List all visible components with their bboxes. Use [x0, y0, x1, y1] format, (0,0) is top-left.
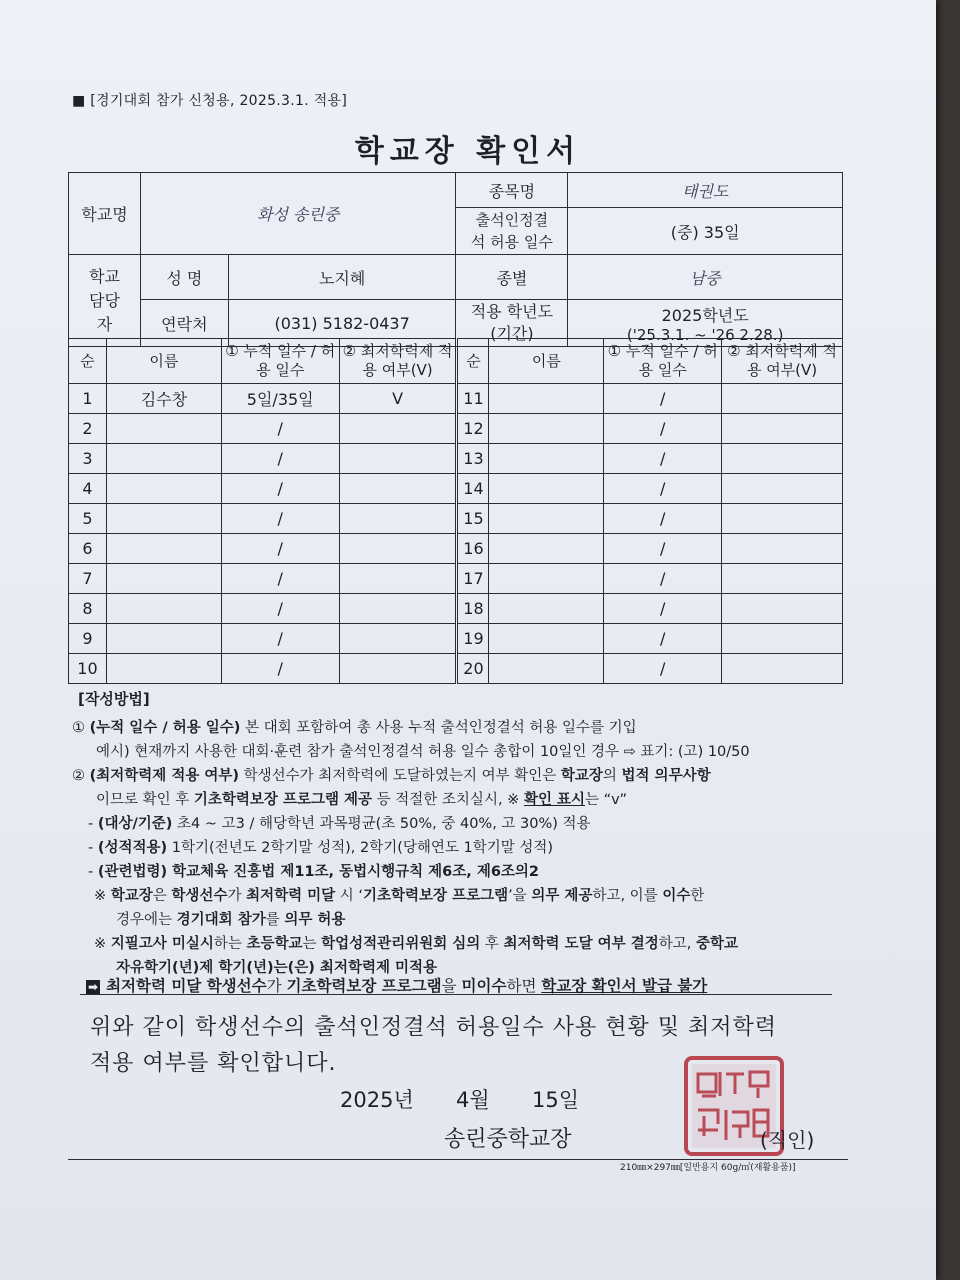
row-name — [106, 444, 221, 474]
m3-principal: 학교장 — [560, 768, 603, 784]
row-name — [106, 654, 221, 684]
row-min-right — [722, 414, 843, 444]
row-days: / — [221, 594, 339, 624]
m1-text: 본 대회 포함하여 총 사용 누적 출석인정결석 허용 일수를 기입 — [240, 720, 637, 736]
table-row — [69, 564, 843, 594]
school-info-table — [68, 172, 843, 347]
m7-a: - — [88, 864, 98, 880]
m9-d: 의무 허용 — [284, 912, 346, 928]
row-min-right — [722, 384, 843, 414]
mark-1: ① — [72, 720, 85, 736]
row-days: / — [221, 534, 339, 564]
row-name-right — [489, 384, 604, 414]
row-no: 9 — [69, 624, 107, 654]
m3-duty: 법적 의무사항 — [621, 768, 711, 784]
m6-c: 1학기(전년도 2학기말 성적), 2학기(당해연도 1학기말 성적) — [167, 840, 554, 856]
m10-h: 최저학력 도달 여부 결정 — [503, 936, 659, 952]
m5-c: 초4 ~ 고3 / 해당학년 과목평균(초 50%, 중 40%, 고 30%) 적용 — [172, 816, 591, 832]
row-days-right: / — [604, 594, 722, 624]
paper-spec-footer: 210㎜×297㎜[일반용지 60g/㎡(재활용품)] — [620, 1163, 796, 1173]
year-label: 적용 학년도 (기간) — [456, 300, 568, 347]
principal-name: 송린중학교장 — [444, 1127, 572, 1152]
row-no-right: 19 — [457, 624, 489, 654]
row-days-right: / — [604, 414, 722, 444]
school-name-value: 화성 송린중 — [140, 173, 456, 255]
row-no: 10 — [69, 654, 107, 684]
row-no: 5 — [69, 504, 107, 534]
confirm-line-1: 위와 같이 학생선수의 출석인정결석 허용일수 사용 현황 및 최저학력 — [90, 1015, 778, 1040]
row-days: / — [221, 504, 339, 534]
table-row — [69, 444, 843, 474]
m3-bold: (최저학력제 적용 여부) — [89, 768, 240, 784]
m10-e: 는 — [302, 936, 322, 952]
row-days-right: / — [604, 384, 722, 414]
row-name-right — [489, 624, 604, 654]
row-name — [106, 564, 221, 594]
header-no: 순 — [69, 339, 107, 384]
row-name — [106, 414, 221, 444]
row-days-right: / — [604, 444, 722, 474]
row-min-right — [722, 624, 843, 654]
m10-d: 초등학교 — [246, 936, 303, 952]
row-name-right — [489, 504, 604, 534]
warn-f: 하면 — [506, 977, 542, 995]
gender-value: 남중 — [568, 255, 843, 300]
m8-m: 한 — [690, 888, 705, 904]
method-line-4 — [96, 788, 627, 809]
confirmation-statement — [90, 1010, 777, 1082]
header-days-right: ① 누적 일수 / 허용 일수 — [604, 339, 722, 384]
row-name-right — [489, 474, 604, 504]
method-line-8 — [94, 884, 704, 905]
row-name-right — [489, 654, 604, 684]
row-no: 3 — [69, 444, 107, 474]
header-no-right: 순 — [457, 339, 489, 384]
row-name — [106, 504, 221, 534]
row-days: / — [221, 414, 339, 444]
m4-a: 이므로 확인 후 — [96, 792, 194, 808]
row-name: 김수창 — [106, 384, 221, 414]
m4-b: 기초학력보장 프로그램 제공 — [193, 792, 373, 808]
table-row — [69, 654, 843, 684]
row-days-right: / — [604, 624, 722, 654]
row-no: 4 — [69, 474, 107, 504]
m6-b: (성적적용) — [97, 840, 168, 856]
m5-b: (대상/기준) — [97, 816, 173, 832]
row-min-right — [722, 504, 843, 534]
m8-h: 기초학력보장 프로그램 — [363, 888, 509, 904]
row-min-right — [722, 564, 843, 594]
warn-a: 최저학력 미달 학생선수 — [106, 977, 267, 995]
m8-k: 하고, 이를 — [592, 888, 663, 904]
m10-a: ※ — [94, 936, 111, 952]
m8-e: 가 — [227, 888, 247, 904]
m8-d: 학생선수 — [171, 888, 228, 904]
person-name-value: 노지혜 — [228, 255, 456, 300]
header-name: 이름 — [106, 339, 221, 384]
row-days: / — [221, 624, 339, 654]
row-days: / — [221, 444, 339, 474]
m8-b: 학교장 — [110, 888, 153, 904]
m10-c: 하는 — [213, 936, 247, 952]
table-row — [69, 474, 843, 504]
warn-c: 기초학력보장 프로그램 — [286, 977, 442, 995]
row-name-right — [489, 414, 604, 444]
row-no: 1 — [69, 384, 107, 414]
row-no: 8 — [69, 594, 107, 624]
m10-g: 후 — [480, 936, 504, 952]
warn-d: 을 — [441, 977, 462, 995]
date-month: 4월 — [456, 1088, 490, 1112]
m10-b: 지필고사 미실시 — [110, 936, 214, 952]
table-row — [69, 534, 843, 564]
row-days: 5일/35일 — [221, 384, 339, 414]
method-line-3 — [72, 764, 711, 785]
warning-divider — [80, 994, 832, 995]
header-min-right: ② 최저학력제 적용 여부(V) — [722, 339, 843, 384]
row-name — [106, 534, 221, 564]
row-min-right — [722, 534, 843, 564]
row-days-right: / — [604, 474, 722, 504]
m1-bold: (누적 일수 / 허용 일수) — [89, 720, 241, 736]
row-name-right — [489, 444, 604, 474]
row-days-right: / — [604, 564, 722, 594]
row-min — [339, 414, 457, 444]
row-min — [339, 534, 457, 564]
row-no: 7 — [69, 564, 107, 594]
contact-value: (031) 5182-0437 — [228, 300, 456, 347]
row-no-right: 15 — [457, 504, 489, 534]
m4-d: 확인 표시 — [523, 792, 586, 808]
m7-b: (관련법령) 학교체육 진흥법 제11조, 동법시행규칙 제6조, 제6조의2 — [97, 864, 540, 880]
confirm-line-2: 적용 여부를 확인합니다. — [90, 1051, 337, 1076]
manager-label: 학교 담당자 — [69, 255, 141, 347]
row-name-right — [489, 564, 604, 594]
method-line-10 — [94, 932, 738, 953]
event-label: 종목명 — [456, 173, 568, 208]
person-name-label: 성 명 — [140, 255, 228, 300]
method-line-9 — [116, 908, 345, 929]
method-line-5 — [88, 812, 591, 833]
m8-f: 최저학력 미달 — [246, 888, 336, 904]
row-no-right: 11 — [457, 384, 489, 414]
m10-i: 하고, — [658, 936, 696, 952]
allowed-days-value: (중) 35일 — [568, 208, 843, 255]
m9-a: 경우에는 — [116, 912, 177, 928]
row-no-right: 16 — [457, 534, 489, 564]
method-line-6 — [88, 836, 553, 857]
m10-f: 학업성적관리위원회 심의 — [321, 936, 481, 952]
row-days: / — [221, 474, 339, 504]
row-name — [106, 624, 221, 654]
row-name-right — [489, 534, 604, 564]
table-row — [69, 624, 843, 654]
header-name-right: 이름 — [489, 339, 604, 384]
m8-i: ’을 — [508, 888, 532, 904]
m9-b: 경기대회 참가 — [176, 912, 266, 928]
table-row — [69, 414, 843, 444]
year-value: 2025학년도 — [661, 305, 749, 325]
warn-e: 미이수 — [461, 977, 507, 995]
row-days-right: / — [604, 654, 722, 684]
row-name-right — [489, 594, 604, 624]
m4-c: 등 적절한 조치실시, ※ — [372, 792, 524, 808]
m8-l: 이수 — [662, 888, 691, 904]
mark-2: ② — [72, 768, 85, 784]
m11-a: 자유학기(년)제 학기(년)는(은) 최저학력제 미적용 — [116, 960, 438, 976]
row-min — [339, 504, 457, 534]
row-name — [106, 594, 221, 624]
warn-b: 가 — [266, 977, 287, 995]
row-min — [339, 474, 457, 504]
row-no-right: 13 — [457, 444, 489, 474]
seal-label: (직인) — [760, 1128, 815, 1152]
row-min — [339, 444, 457, 474]
row-min — [339, 654, 457, 684]
m3-text: 학생선수가 최저학력에 도달하였는지 여부 확인은 — [239, 768, 561, 784]
athlete-roster-table — [68, 338, 843, 684]
gender-label: 종별 — [456, 255, 568, 300]
row-min — [339, 594, 457, 624]
row-name — [106, 474, 221, 504]
row-min — [339, 624, 457, 654]
row-days-right: / — [604, 504, 722, 534]
row-min: V — [339, 384, 457, 414]
row-min-right — [722, 474, 843, 504]
date-day: 15일 — [532, 1088, 580, 1112]
m5-a: - — [88, 816, 98, 832]
year-period: ('25.3.1. ~ '26 2.28.) — [626, 325, 784, 344]
m9-c: 를 — [265, 912, 285, 928]
method-heading: [작성방법] — [78, 690, 150, 708]
row-min-right — [722, 594, 843, 624]
m8-j: 의무 제공 — [531, 888, 593, 904]
page-title: 학교장 확인서 — [354, 134, 582, 169]
m8-c: 은 — [152, 888, 172, 904]
row-days: / — [221, 654, 339, 684]
row-no-right: 12 — [457, 414, 489, 444]
warn-g: 학교장 확인서 발급 불가 — [541, 977, 708, 995]
row-min-right — [722, 444, 843, 474]
application-note: ■ [경기대회 참가 신청용, 2025.3.1. 적용] — [72, 93, 348, 109]
row-no-right: 17 — [457, 564, 489, 594]
date-year: 2025년 — [340, 1088, 414, 1112]
table-row — [69, 504, 843, 534]
table-row — [69, 384, 843, 414]
row-no-right: 14 — [457, 474, 489, 504]
header-days: ① 누적 일수 / 허용 일수 — [221, 339, 339, 384]
method-line-1 — [72, 716, 637, 737]
row-no: 2 — [69, 414, 107, 444]
row-days-right: / — [604, 534, 722, 564]
row-no-right: 20 — [457, 654, 489, 684]
row-min-right — [722, 654, 843, 684]
row-min — [339, 564, 457, 594]
m3-of: 의 — [602, 768, 622, 784]
m4-e: 는 “v” — [585, 792, 627, 808]
header-min: ② 최저학력제 적용 여부(V) — [339, 339, 457, 384]
school-name-label: 학교명 — [69, 173, 141, 255]
m8-g: 시 ‘ — [335, 888, 364, 904]
warning-line — [86, 974, 707, 996]
m10-j: 중학교 — [695, 936, 738, 952]
m8-a: ※ — [94, 888, 111, 904]
method-line-2: 예시) 현재까지 사용한 대회·훈련 참가 출석인정결석 허용 일수 총합이 10일인 경우 ⇨ 표기: (고) 10/50 — [96, 744, 750, 760]
event-value: 태권도 — [568, 173, 843, 208]
arrow-box-icon: ➡ — [88, 980, 99, 994]
contact-label: 연락처 — [140, 300, 228, 347]
m6-a: - — [88, 840, 98, 856]
method-line-7 — [88, 860, 539, 881]
roster-header-row — [69, 339, 843, 384]
row-no: 6 — [69, 534, 107, 564]
row-days: / — [221, 564, 339, 594]
table-row — [69, 594, 843, 624]
roster-body — [69, 384, 843, 684]
allowed-days-label: 출석인정결석 허용 일수 — [456, 208, 568, 255]
row-no-right: 18 — [457, 594, 489, 624]
